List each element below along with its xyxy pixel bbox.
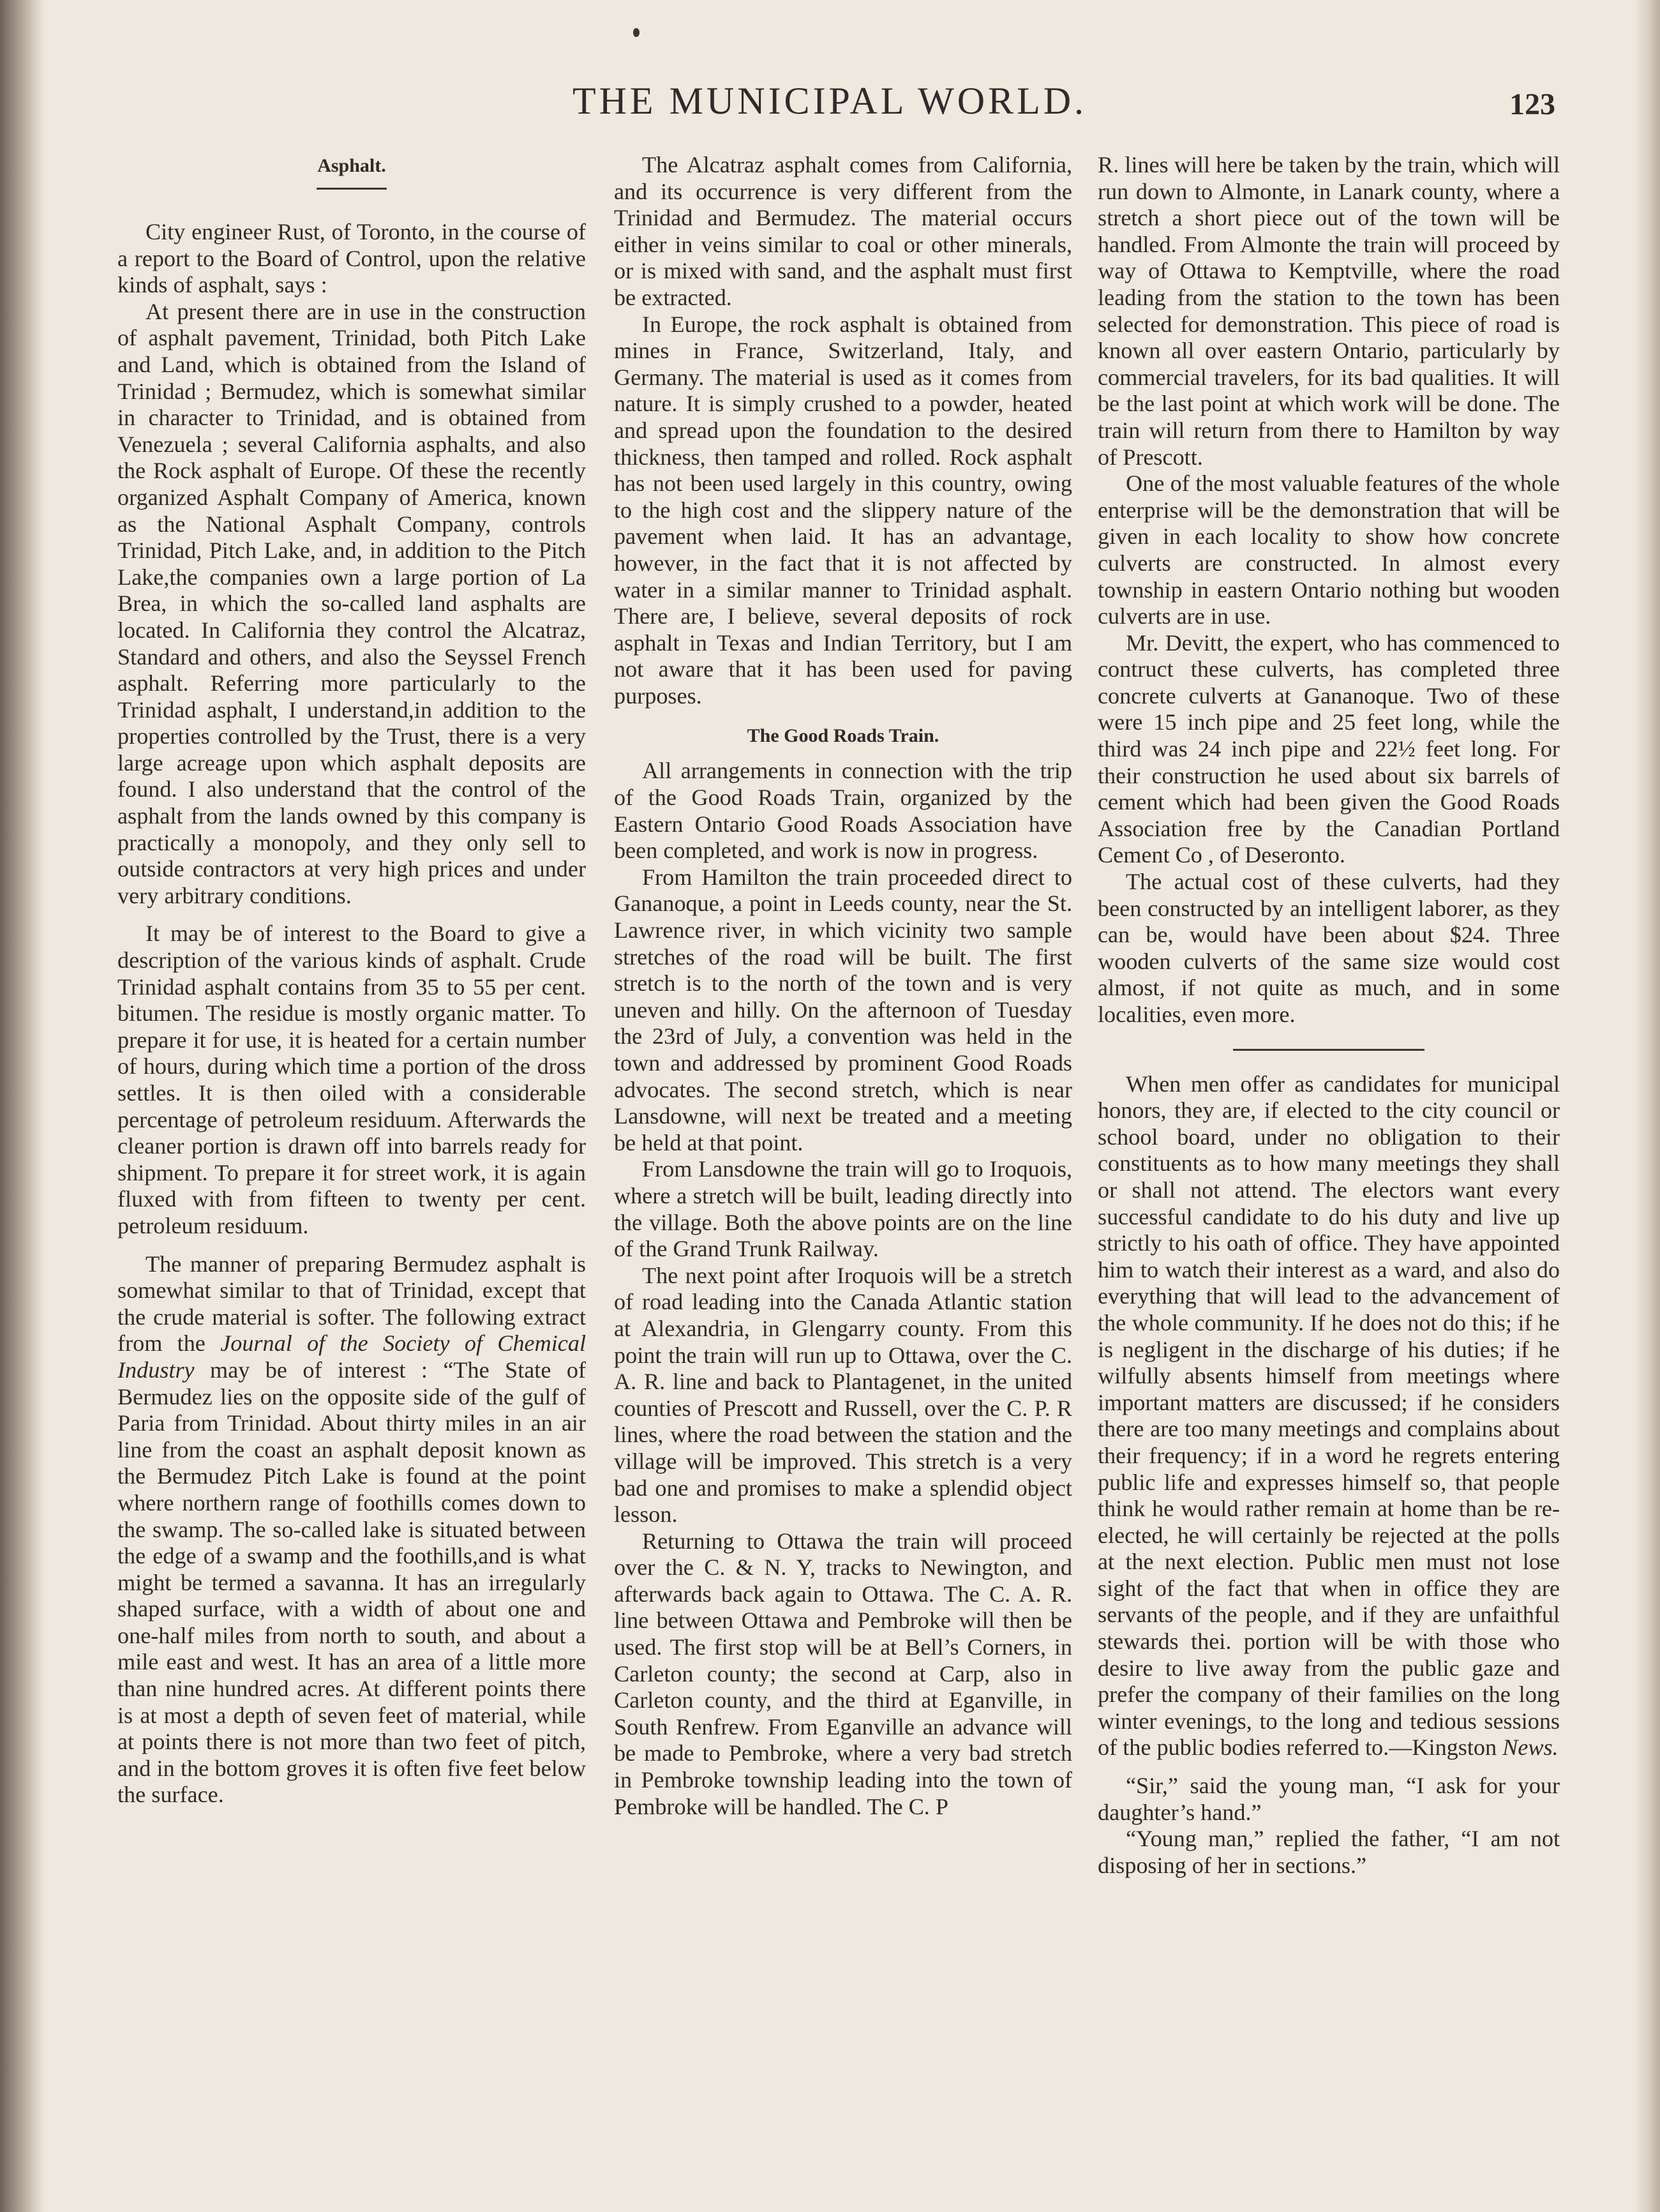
paragraph: Returning to Ottawa the train will proceed over the C. & N. Y, tracks to Newington, and afterwards back again to Ottawa. The C. A. R. line between Ottawa and Pembroke will then be used. The first stop will be at Bell’s Corners, in Carleton county; the second at Carp, also in Carleton county, and the third at Eganville, in South Renfrew. From Eganville an advance will be made to Pembroke, where a very bad stretch in Pembroke township leading into the town of Pembroke will be handled. The C. P xyxy=(614,1528,1072,1819)
journal-title: Journal of the Society of Chemical Industry xyxy=(117,1330,586,1383)
paragraph: From Lansdowne the train will go to Iroquois, where a stretch will be built, leading directly into the village. Both the above points are on the line of the Grand Trunk Railway. xyxy=(614,1156,1072,1262)
page-binding-shadow xyxy=(0,0,45,2212)
column-3 xyxy=(1098,152,1560,2144)
text-run: may be of interest : “The State of Bermudez lies on the opposite side of the gulf of Paria from Trinidad. About thirty miles in an air line from the coast an asphalt deposit known as the Bermudez Pitch Lake is found at the point where northern range of foothills comes down to the swamp. The so-called lake is situated between the edge of a swamp and the foothills,and is what might be termed a savanna. It has an irregularly shaped surface, with a width of about one and one-half miles from north to south, and about a mile east and west. It has an area of a little more than nine hundred acres. At different points there is at most a depth of seven feet of material, while at points there is not more than two feet of pitch, and in the bottom groves it is often five feet below the surface. xyxy=(117,1357,586,1808)
source-name: News. xyxy=(1502,1734,1559,1761)
paragraph: “Sir,” said the young man, “I ask for your daughter’s hand.” xyxy=(1098,1773,1560,1825)
heading-rule xyxy=(317,188,387,190)
page-edge-shadow xyxy=(1634,0,1660,2212)
column-1 xyxy=(117,152,586,2144)
paragraph: “Young man,” replied the father, “I am not disposing of her in sections.” xyxy=(1098,1826,1560,1878)
paragraph: City engineer Rust, of Toronto, in the course of a report to the Board of Control, upon the relative kinds of asphalt, says : xyxy=(117,219,586,298)
paragraph: One of the most valuable features of the whole enterprise will be the demonstration that will be given in each locality to show how concrete culverts are constructed. In almost every township in eastern Ontario nothing but wooden culverts are in use. xyxy=(1098,470,1560,629)
paragraph: R. lines will here be taken by the train, which will run down to Almonte, in Lanark county, where a stretch a short piece out of the town will be handled. From Almonte the train will proceed by way of Ottawa to Kemptville, where the road leading from the station to the town has been selected for demonstration. This piece of road is known all over eastern Ontario, particularly by commercial travelers, for its bad qualities. It will be the last point at which work will be done. The train will return from there to Hamilton by way of Prescott. xyxy=(1098,152,1560,470)
paragraph xyxy=(1098,1071,1560,1761)
article-heading-good-roads-train: The Good Roads Train. xyxy=(747,725,939,747)
paragraph: The Alcatraz asphalt comes from California, and its occurrence is very different from the Trinidad and Bermudez. The material occurs either in veins similar to coal or other minerals, or is mixed with sand, and the asphalt must first be extracted. xyxy=(614,152,1072,310)
paragraph: In Europe, the rock asphalt is obtained from mines in France, Switzerland, Italy, and Germany. The material is used as it comes from nature. It is simply crushed to a powder, heated and spread upon the foundation to the desired thickness, then tamped and rolled. Rock asphalt has not been used largely in this country, owing to the high cost and the slippery nature of the pavement when laid. It has an advantage, however, in the fact that it is not affected by water in a similar manner to Trinidad asphalt. There are, I believe, several deposits of rock asphalt in Texas and Indian Territory, but I am not aware that it has been used for paving purposes. xyxy=(614,311,1072,709)
ink-mark xyxy=(633,28,639,37)
paragraph: Mr. Devitt, the expert, who has commenced to contruct these culverts, has completed three concrete culverts at Gananoque. Two of these were 15 inch pipe and 25 feet long, while the third was 24 inch pipe and 22½ feet long. For their construction he used about six barrels of cement which had been given the Good Roads Association free by the Canadian Portland Cement Co , of Deseronto. xyxy=(1098,629,1560,868)
text-run: When men offer as candidates for municipal honors, they are, if elected to the city council or school board, under no obligation to their constituents as to how many meetings they shall or shall not attend. The electors want every successful candidate to do his duty and live up strictly to his oath of office. They have appointed him to watch their interest as a ward, and also do everything that will lead to the advancement of the whole community. If he does not do this; if he is negligent in the discharge of his duties; if he wilfully absents himself from meetings where important matters are discussed; if he considers there are too many meetings and complains about their frequency; if in a word he regrets entering public life and expresses himself so, that people think he would rather remain at home than be re-elected, he will certainly be rejected at the polls at the next election. Public men must not lose sight of the fact that when in office they are servants of the people, and if they are unfaithful stewards thei. portion will be with those who desire to live away from the public gaze and prefer the company of their families on the long winter evenings, to the long and tedious sessions of the public bodies referred to.—Kingston xyxy=(1098,1071,1560,1761)
paragraph: All arrangements in connection with the trip of the Good Roads Train, organized by the Eastern Ontario Good Roads Association have been completed, and work is now in progress. xyxy=(614,758,1072,864)
page-number: 123 xyxy=(1509,87,1555,121)
paragraph xyxy=(117,1251,586,1809)
text-run: The manner of preparing Bermudez asphalt is somewhat similar to that of Trinidad, except that the crude material is softer. The following extract from the xyxy=(117,1251,586,1357)
paragraph: From Hamilton the train proceeded direct to Gananoque, a point in Leeds county, near the St. Lawrence river, in which vicinity two sample stretches of the road will be built. The first stretch is to the north of the town and is very uneven and hilly. On the afternoon of Tuesday the 23rd of July, a convention was held in the town and addressed by prominent Good Roads advocates. The second stretch, which is near Lansdowne, will next be treated and a meeting be held at that point. xyxy=(614,864,1072,1155)
page-title: THE MUNICIPAL WORLD. xyxy=(572,80,1088,122)
column-2 xyxy=(614,152,1072,2144)
paragraph: The next point after Iroquois will be a stretch of road leading into the Canada Atlantic station at Alexandria, in Glengarry county. From this point the train will run up to Ottawa, over the C. A. R. line and back to Plantagenet, in the united counties of Prescott and Russell, over the C. P. R lines, where the road between the station and the village will be improved. This stretch is a very bad one and promises to make a splendid object lesson. xyxy=(614,1262,1072,1528)
paragraph: It may be of interest to the Board to give a description of the various kinds of asphalt. Crude Trinidad asphalt contains from 35 to 55 per cent. bitumen. The residue is mostly organic matter. To prepare it for use, it is heated for a certain number of hours, during which time a portion of the dross settles. It is then oiled with a considerable percentage of petroleum residuum. Afterwards the cleaner portion is drawn off into barrels ready for shipment. To prepare it for street work, it is again fluxed with from fifteen to twenty per cent. petroleum residuum. xyxy=(117,921,586,1238)
paragraph: At present there are in use in the construction of asphalt pavement, Trinidad, both Pitch Lake and Land, which is obtained from the Island of Trinidad ; Bermudez, which is somewhat similar in character to Trinidad, and is obtained from Venezuela ; several California asphalts, and also the Rock asphalt of Europe. Of these the recently organized Asphalt Company of America, known as the National Asphalt Company, controls Trinidad, Pitch Lake, and, in addition to the Pitch Lake,the companies own a large portion of La Brea, in which the so-called land asphalts are located. In California they control the Alcatraz, Standard and others, and also the Seyssel French asphalt. Referring more particularly to the Trinidad asphalt, I understand,in addition to the properties controlled by the Trust, there is a very large acreage upon which asphalt deposits are found. I also understand that the control of the asphalt from the lands owned by this company is practically a monopoly, and they only sell to outside contractors at very high prices and under very arbitrary conditions. xyxy=(117,298,586,908)
paragraph: The actual cost of these culverts, had they been constructed by an intelligent laborer, as they can be, would have been about $24. Three wooden culverts of the same size would cost almost, if not quite as much, and in some localities, even more. xyxy=(1098,869,1560,1027)
article-heading-asphalt: Asphalt. xyxy=(317,155,386,176)
section-rule xyxy=(1233,1049,1424,1051)
